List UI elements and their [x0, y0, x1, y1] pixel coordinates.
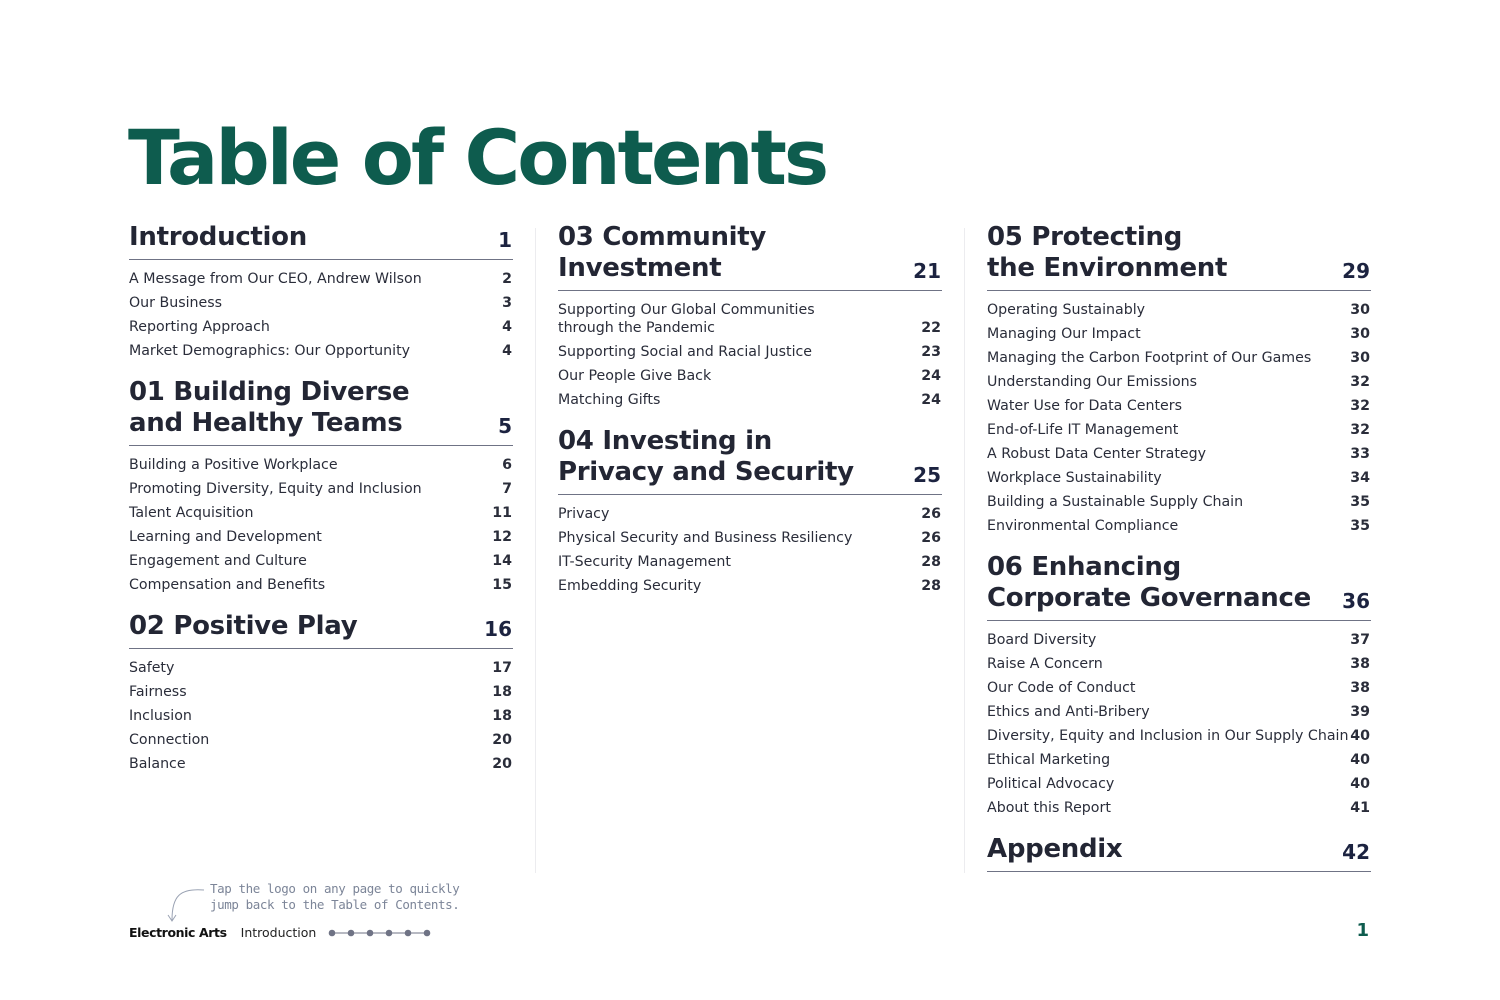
toc-entry[interactable] [129, 291, 513, 315]
progress-dot [405, 929, 412, 936]
toc-entry-label: Promoting Diversity, Equity and Inclusion [129, 481, 422, 497]
toc-entry[interactable] [558, 550, 942, 574]
toc-entry-page: 41 [1350, 800, 1370, 816]
toc-entry[interactable] [558, 526, 942, 550]
toc-entry-page: 40 [1350, 752, 1370, 768]
toc-entry-label: Building a Positive Workplace [129, 457, 338, 473]
toc-section [558, 222, 942, 412]
section-page-number: 16 [484, 617, 512, 641]
progress-dot [367, 929, 374, 936]
toc-entry-label: Connection [129, 732, 210, 748]
section-title: Introduction [129, 222, 307, 252]
progress-dot [386, 929, 393, 936]
toc-entry[interactable] [558, 298, 942, 340]
toc-entry-label: Supporting Our Global Communities through the Pandemic [558, 302, 815, 336]
section-title: 05 Protecting the Environment [987, 222, 1228, 283]
toc-entry-label: Our Code of Conduct [987, 680, 1136, 696]
section-page-number: 42 [1342, 840, 1370, 864]
page-number: 1 [1356, 920, 1369, 941]
toc-entry-label: Water Use for Data Centers [987, 398, 1183, 414]
toc-entry[interactable] [987, 796, 1371, 820]
progress-dot [329, 929, 336, 936]
toc-entry-page: 37 [1350, 632, 1370, 648]
toc-entry[interactable] [129, 267, 513, 291]
toc-entry[interactable] [558, 340, 942, 364]
toc-entry[interactable] [987, 346, 1371, 370]
toc-entry-label: Building a Sustainable Supply Chain [987, 494, 1244, 510]
section-title: 01 Building Diverse and Healthy Teams [129, 377, 410, 438]
toc-entry[interactable] [987, 772, 1371, 796]
toc-entry-label: Supporting Social and Racial Justice [558, 344, 813, 360]
toc-section-heading[interactable] [987, 552, 1371, 621]
toc-entry[interactable] [987, 514, 1371, 538]
progress-dots [328, 928, 432, 938]
toc-entry-page: 33 [1350, 446, 1370, 462]
toc-entry-label: Our Business [129, 295, 223, 311]
page-title: Table of Contents [128, 113, 827, 202]
toc-entry-page: 4 [502, 319, 512, 335]
progress-dot [348, 929, 355, 936]
toc-entry-page: 15 [492, 577, 512, 593]
toc-entry-page: 24 [921, 368, 941, 384]
toc-entry[interactable] [987, 418, 1371, 442]
toc-entry[interactable] [987, 370, 1371, 394]
toc-entry-label: Workplace Sustainability [987, 470, 1162, 486]
toc-section-heading[interactable] [987, 834, 1371, 872]
toc-entry[interactable] [129, 315, 513, 339]
toc-entry-label: Environmental Compliance [987, 518, 1179, 534]
brand-logo[interactable]: Electronic Arts [129, 925, 227, 940]
footer [129, 925, 432, 940]
toc-entry-page: 11 [492, 505, 512, 521]
toc-entry-label: Ethics and Anti-Bribery [987, 704, 1150, 720]
toc-entry[interactable] [129, 339, 513, 363]
toc-entry-label: A Robust Data Center Strategy [987, 446, 1207, 462]
toc-entry-page: 35 [1350, 518, 1370, 534]
toc-entry-page: 3 [502, 295, 512, 311]
toc-entry-label: Reporting Approach [129, 319, 270, 335]
toc-entry[interactable] [987, 322, 1371, 346]
toc-entry[interactable] [129, 501, 513, 525]
toc-entry-label: Managing Our Impact [987, 326, 1141, 342]
toc-entry-label: Understanding Our Emissions [987, 374, 1198, 390]
toc-entry-page: 24 [921, 392, 941, 408]
toc-entry-label: Diversity, Equity and Inclusion in Our Supply Chain [987, 728, 1349, 744]
navigation-hint: Tap the logo on any page to quickly jump back to the Table of Contents. [210, 881, 460, 912]
toc-entry-page: 26 [921, 530, 941, 546]
toc-entry[interactable] [987, 724, 1371, 748]
toc-entry-page: 35 [1350, 494, 1370, 510]
toc-entry-page: 32 [1350, 398, 1370, 414]
toc-entry-page: 26 [921, 506, 941, 522]
toc-entry-page: 17 [492, 660, 512, 676]
toc-entry-page: 40 [1350, 728, 1370, 744]
toc-entry-label: IT-Security Management [558, 554, 731, 570]
toc-entry-label: Inclusion [129, 708, 192, 724]
toc-entry[interactable] [129, 704, 513, 728]
toc-entry[interactable] [129, 573, 513, 597]
toc-section [129, 611, 513, 776]
toc-entry[interactable] [987, 442, 1371, 466]
toc-section [987, 834, 1371, 872]
toc-entry-label: Raise A Concern [987, 656, 1103, 672]
section-title: 04 Investing in Privacy and Security [558, 426, 854, 487]
toc-entry[interactable] [129, 752, 513, 776]
toc-entry[interactable] [129, 525, 513, 549]
toc-entry-page: 20 [492, 732, 512, 748]
toc-entry-label: Safety [129, 660, 175, 676]
toc-entry-page: 28 [921, 554, 941, 570]
section-page-number: 5 [498, 414, 512, 438]
toc-entry[interactable] [129, 656, 513, 680]
toc-entry[interactable] [129, 477, 513, 501]
toc-entry[interactable] [558, 388, 942, 412]
toc-entry-page: 39 [1350, 704, 1370, 720]
toc-entry[interactable] [558, 574, 942, 598]
toc-entry-page: 32 [1350, 422, 1370, 438]
toc-entry-page: 38 [1350, 680, 1370, 696]
toc-entry[interactable] [987, 652, 1371, 676]
toc-entry[interactable] [129, 728, 513, 752]
toc-entry-page: 14 [492, 553, 512, 569]
toc-entry-page: 30 [1350, 326, 1370, 342]
toc-entry-label: Fairness [129, 684, 187, 700]
toc-entry-page: 32 [1350, 374, 1370, 390]
section-title: 06 Enhancing Corporate Governance [987, 552, 1311, 613]
section-page-number: 36 [1342, 589, 1370, 613]
toc-entry-page: 22 [921, 320, 941, 336]
curved-arrow-icon [160, 886, 206, 926]
toc-entry[interactable] [987, 466, 1371, 490]
toc-entry-page: 30 [1350, 350, 1370, 366]
toc-entry-label: Engagement and Culture [129, 553, 307, 569]
section-title: 02 Positive Play [129, 611, 358, 641]
toc-entry-page: 18 [492, 708, 512, 724]
toc-entry-label: End-of-Life IT Management [987, 422, 1179, 438]
toc-entry-label: Talent Acquisition [129, 505, 254, 521]
toc-entry[interactable] [987, 394, 1371, 418]
toc-section [987, 222, 1371, 538]
toc-entry-label: Market Demographics: Our Opportunity [129, 343, 411, 359]
toc-column-2 [558, 222, 942, 612]
toc-entry[interactable] [129, 549, 513, 573]
toc-section-heading[interactable] [129, 377, 513, 446]
toc-entry[interactable] [129, 680, 513, 704]
toc-entry-label: Privacy [558, 506, 610, 522]
toc-entry-page: 4 [502, 343, 512, 359]
toc-entry[interactable] [987, 490, 1371, 514]
column-divider [964, 228, 965, 873]
toc-entry-page: 38 [1350, 656, 1370, 672]
toc-entry-page: 40 [1350, 776, 1370, 792]
toc-entry-label: Learning and Development [129, 529, 322, 545]
toc-entry[interactable] [987, 628, 1371, 652]
toc-section-heading[interactable] [129, 611, 513, 649]
progress-dot [424, 929, 431, 936]
toc-entry[interactable] [558, 364, 942, 388]
toc-section-heading[interactable] [558, 426, 942, 495]
toc-section-heading[interactable] [987, 222, 1371, 291]
toc-entry[interactable] [987, 298, 1371, 322]
toc-entry-label: Managing the Carbon Footprint of Our Games [987, 350, 1312, 366]
toc-entry-label: Balance [129, 756, 186, 772]
toc-entry-label: A Message from Our CEO, Andrew Wilson [129, 271, 422, 287]
toc-entry-page: 18 [492, 684, 512, 700]
toc-entry-label: About this Report [987, 800, 1111, 816]
toc-section-heading[interactable] [558, 222, 942, 291]
toc-section-heading[interactable] [129, 222, 513, 260]
breadcrumb[interactable]: Introduction [240, 925, 317, 940]
toc-entry-page: 2 [502, 271, 512, 287]
toc-entry-label: Matching Gifts [558, 392, 661, 408]
toc-entry[interactable] [987, 700, 1371, 724]
toc-entry-page: 6 [502, 457, 512, 473]
toc-entry-label: Our People Give Back [558, 368, 712, 384]
toc-entry-label: Operating Sustainably [987, 302, 1146, 318]
section-title: 03 Community Investment [558, 222, 767, 283]
toc-entry-label: Political Advocacy [987, 776, 1115, 792]
toc-entry-page: 30 [1350, 302, 1370, 318]
toc-entry-label: Compensation and Benefits [129, 577, 326, 593]
section-page-number: 25 [913, 463, 941, 487]
toc-column-1 [129, 222, 513, 790]
toc-entry-label: Board Diversity [987, 632, 1097, 648]
toc-section [558, 426, 942, 598]
toc-entry-page: 28 [921, 578, 941, 594]
toc-section [129, 377, 513, 597]
toc-entry[interactable] [558, 502, 942, 526]
toc-entry-label: Physical Security and Business Resiliency [558, 530, 853, 546]
toc-entry-page: 34 [1350, 470, 1370, 486]
toc-entry-page: 12 [492, 529, 512, 545]
section-page-number: 21 [913, 259, 941, 283]
toc-section [129, 222, 513, 363]
toc-section [987, 552, 1371, 820]
section-title: Appendix [987, 834, 1123, 864]
toc-entry-page: 7 [502, 481, 512, 497]
toc-entry-label: Ethical Marketing [987, 752, 1111, 768]
toc-entry[interactable] [987, 748, 1371, 772]
column-divider [535, 228, 536, 873]
toc-entry-page: 23 [921, 344, 941, 360]
toc-entry[interactable] [987, 676, 1371, 700]
toc-entry-label: Embedding Security [558, 578, 702, 594]
section-page-number: 29 [1342, 259, 1370, 283]
toc-entry-page: 20 [492, 756, 512, 772]
section-page-number: 1 [498, 228, 512, 252]
toc-entry[interactable] [129, 453, 513, 477]
toc-column-3 [987, 222, 1371, 886]
